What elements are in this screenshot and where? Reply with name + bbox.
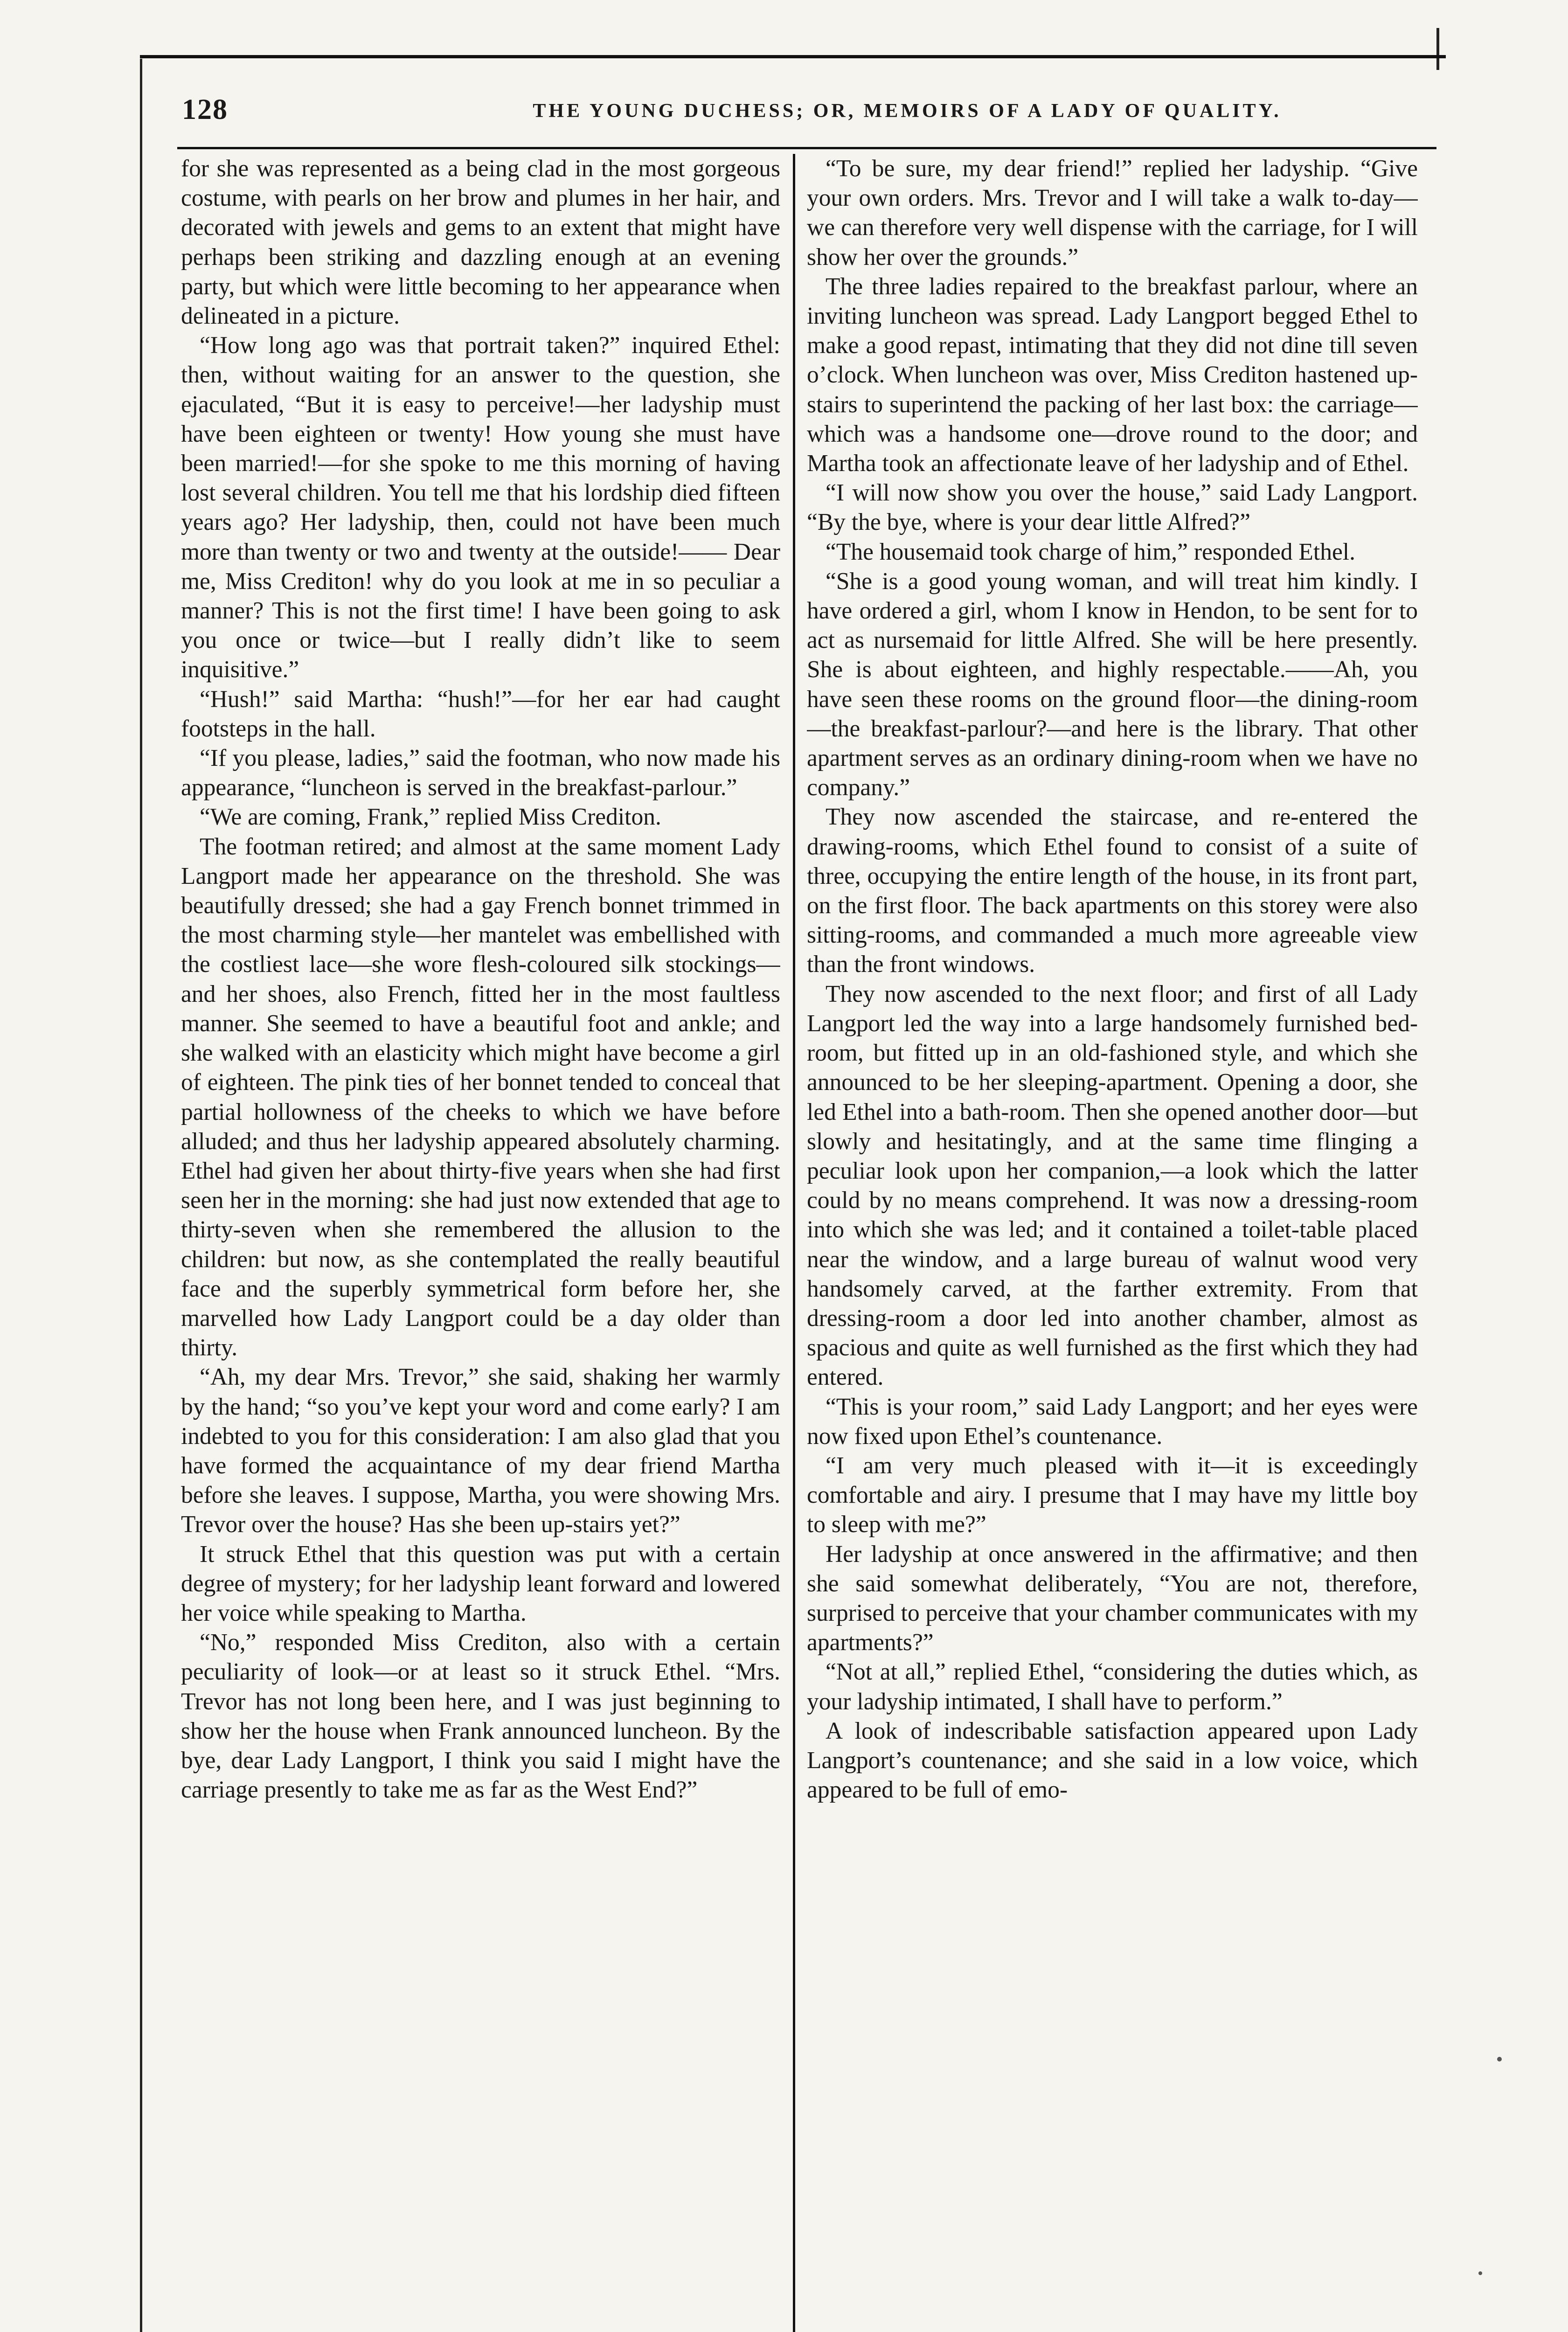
ink-speck: [1497, 2057, 1502, 2061]
right-text-column: [807, 154, 1418, 2332]
paragraph: Her ladyship at once answered in the affirmative; and then she said somewhat deliberately, “You are not, therefore, surprised to perceive that your chamber communicates with my apartments?”: [807, 1541, 1418, 1656]
column-divider: [793, 154, 795, 2332]
paragraph: A look of indescribable satisfaction appeared upon Lady Langport’s countenance; and she said in a low voice, which appeared to be full of emo-: [807, 1717, 1418, 1804]
paragraph: The footman retired; and almost at the same moment Lady Langport made her appearance on the threshold. She was beautifully dressed; she had a gay French bonnet trimmed in the most charming style—her mantelet was embellished with the costliest lace—she wore flesh-coloured silk stockings—and her shoes, also French, fitted her in the most faultless manner. She seemed to have a beautiful foot and ankle; and she walked with an elasticity which might have become a girl of eighteen. The pink ties of her bonnet tended to conceal that partial hollowness of the cheeks to which we have before alluded; and thus her ladyship appeared absolutely charming. Ethel had given her about thirty-five years when she had first seen her in the morning: she had just now extended that age to thirty-seven when she remembered the allusion to the children: but now, as she contemplated the really beautiful face and the superbly symmetrical form before her, she marvelled how Lady Langport could be a day older than thirty.: [181, 833, 780, 1361]
left-text-column: [181, 154, 780, 2332]
top-corner-mark: [1436, 28, 1439, 70]
paragraph: They now ascended the staircase, and re-entered the drawing-rooms, which Ethel found to consist of a suite of three, occupying the entire length of the house, in its front part, on the first floor. The back apartments on this storey were also sitting-rooms, and commanded a much more agreeable view than the front windows.: [807, 804, 1418, 978]
paragraph: “I will now show you over the house,” said Lady Langport. “By the bye, where is your dear little Alfred?”: [807, 479, 1418, 536]
paragraph: It struck Ethel that this question was put with a certain degree of mystery; for her ladyship leant forward and lowered her voice while speaking to Martha.: [181, 1541, 780, 1626]
paragraph: “Ah, my dear Mrs. Trevor,” she said, shaking her warmly by the hand; “so you’ve kept your word and come early? I am indebted to you for this consideration: I am also glad that you have formed the acquaintance of my dear friend Martha before she leaves. I suppose, Martha, you were showing Mrs. Trevor over the house? Has she been up-stairs yet?”: [181, 1364, 780, 1538]
top-border-rule: [140, 55, 1446, 58]
paragraph: “If you please, ladies,” said the footman, who now made his appearance, “luncheon is served in the breakfast-parlour.”: [181, 745, 780, 801]
paragraph: “This is your room,” said Lady Langport; and her eyes were now fixed upon Ethel’s countenance.: [807, 1393, 1418, 1450]
paragraph: The three ladies repaired to the breakfast parlour, where an inviting luncheon was spread. Lady Langport begged Ethel to make a good repast, intimating that they did not dine till seven o’clock. When luncheon was over, Miss Crediton hastened up-stairs to superintend the packing of her last box: the carriage—which was a handsome one—drove round to the door; and Martha took an affectionate leave of her ladyship and of Ethel.: [807, 273, 1418, 477]
running-title: THE YOUNG DUCHESS; OR, MEMOIRS OF A LADY OF QUALITY.: [533, 100, 1282, 122]
paragraph: “How long ago was that portrait taken?” inquired Ethel: then, without waiting for an answer to the question, she ejaculated, “But it is easy to perceive!—her ladyship must have been eighteen or twenty! How young she must have been married!—for she spoke to me this morning of having lost several children. You tell me that his lordship died fifteen years ago? Her ladyship, then, could not have been much more than twenty or two and twenty at the outside!—— Dear me, Miss Crediton! why do you look at me in so peculiar a manner? This is not the first time! I have been going to ask you once or twice—but I really didn’t like to seem inquisitive.”: [181, 332, 780, 683]
left-border-rule: [140, 59, 142, 2332]
paragraph: “We are coming, Frank,” replied Miss Crediton.: [200, 804, 661, 831]
paragraph: for she was represented as a being clad in the most gorgeous costume, with pearls on her brow and plumes in her hair, and decorated with jewels and gems to an extent that might have perhaps been striking and dazzling enough at an evening party, but which were little becoming to her appearance when delineated in a picture.: [181, 155, 780, 330]
paragraph: They now ascended to the next floor; and first of all Lady Langport led the way into a large handsomely furnished bed-room, but fitted up in an old-fashioned style, and which she announced to be her sleeping-apartment. Opening a door, she led Ethel into a bath-room. Then she opened another door—but slowly and hesitatingly, and at the same time flinging a peculiar look upon her companion,—a look which the latter could by no means comprehend. It was now a dressing-room into which she was led; and it contained a toilet-table placed near the window, and a large bureau of walnut wood very handsomely carved, at the farther extremity. From that dressing-room a door led into another chamber, almost as spacious and quite as well furnished as the first which they had entered.: [807, 980, 1418, 1391]
paragraph: “She is a good young woman, and will treat him kindly. I have ordered a girl, whom I know in Hendon, to be sent for to act as nursemaid for little Alfred. She will be here presently. She is about eighteen, and highly respectable.——Ah, you have seen these rooms on the ground floor—the dining-room—the breakfast-parlour?—and here is the library. That other apartment serves as an ordinary dining-room when we have no company.”: [807, 568, 1418, 801]
page-header: [182, 93, 1422, 145]
page-number: 128: [182, 94, 228, 125]
paragraph: “The housemaid took charge of him,” responded Ethel.: [826, 538, 1355, 565]
paragraph: “No,” responded Miss Crediton, also with a certain peculiarity of look—or at least so it struck Ethel. “Mrs. Trevor has not long been here, and I was just beginning to show her the house when Frank announced luncheon. By the bye, dear Lady Langport, I think you said I might have the carriage presently to take me as far as the West End?”: [181, 1629, 780, 1804]
ink-speck: [1478, 2271, 1482, 2275]
paragraph: “Hush!” said Martha: “hush!”—for her ear had caught footsteps in the hall.: [181, 686, 780, 742]
paragraph: “To be sure, my dear friend!” replied her ladyship. “Give your own orders. Mrs. Trevor and I will take a walk to-day—we can therefore very well dispense with the carriage, for I will show her over the grounds.”: [807, 155, 1418, 271]
paragraph: “I am very much pleased with it—it is exceedingly comfortable and airy. I presume that I may have my little boy to sleep with me?”: [807, 1452, 1418, 1538]
header-rule: [177, 147, 1436, 149]
paragraph: “Not at all,” replied Ethel, “considering the duties which, as your ladyship intimated, I shall have to perform.”: [807, 1659, 1418, 1715]
